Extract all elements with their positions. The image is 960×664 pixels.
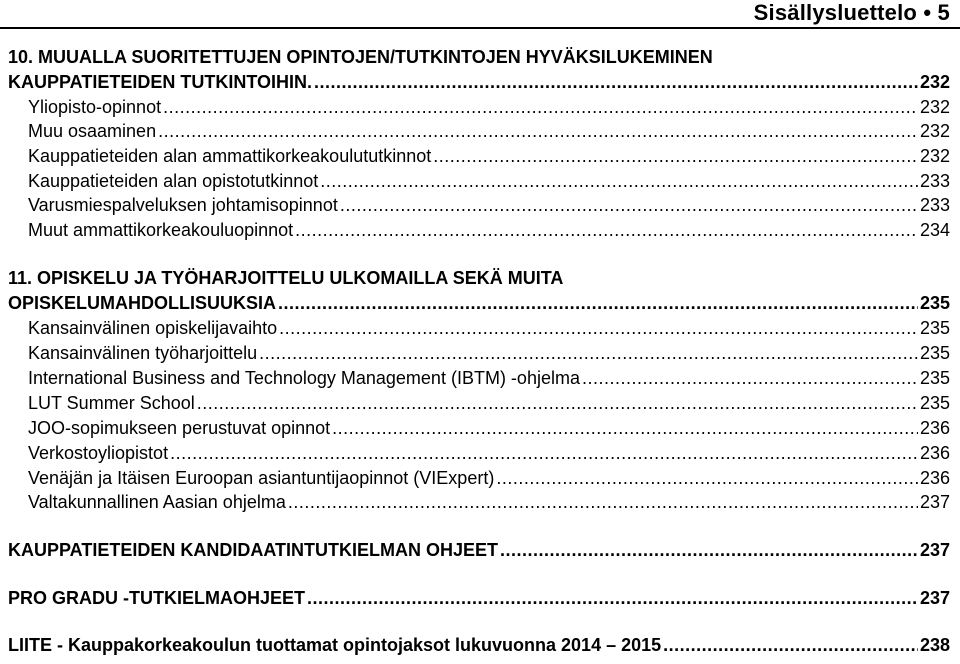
dot-leader [320, 169, 918, 193]
header-rule [0, 27, 960, 29]
toc-entry-section-11[interactable] [0, 291, 960, 315]
toc-entry-label: Venäjän ja Itäisen Euroopan asiantuntijaopinnot (VIExpert) [28, 468, 495, 488]
toc-entry-section-10[interactable] [0, 70, 960, 94]
toc-entry-label: Kauppatieteiden alan ammattikorkeakoulututkinnot [28, 146, 432, 166]
toc-entry-label: KAUPPATIETEIDEN KANDIDAATINTUTKIELMAN OHJEET [8, 540, 498, 560]
dot-leader [314, 70, 918, 94]
page-number: 236 [919, 418, 950, 438]
page-number: 232 [919, 72, 950, 92]
toc-entry-liite[interactable] [0, 633, 960, 657]
page-number: 235 [919, 293, 950, 313]
section-11-title-line1[interactable]: 11. OPISKELU JA TYÖHARJOITTELU ULKOMAILLA SEKÄ MUITA [8, 268, 564, 288]
toc-entry[interactable] [0, 441, 960, 465]
toc-entry-label: PRO GRADU -TUTKIELMAOHJEET [8, 588, 305, 608]
dot-leader [197, 391, 918, 415]
toc-entry[interactable] [0, 341, 960, 365]
toc-entry-label: Varusmiespalveluksen johtamisopinnot [28, 195, 338, 215]
toc-entry[interactable] [0, 218, 960, 242]
page-number: 232 [919, 97, 950, 117]
toc-entry-label: Verkostoyliopistot [28, 443, 169, 463]
page-number: 236 [919, 468, 950, 488]
page-number: 232 [919, 146, 950, 166]
toc-entry[interactable] [0, 316, 960, 340]
toc-entry-label: International Business and Technology Management (IBTM) -ohjelma [28, 368, 580, 388]
dot-leader [496, 466, 918, 490]
page-header [0, 0, 960, 30]
toc-entry-label: Kansainvälinen opiskelijavaihto [28, 318, 278, 338]
section-11-title-line2: OPISKELUMAHDOLLISUUKSIA [8, 293, 277, 313]
toc-entry-label: LIITE - Kauppakorkeakoulun tuottamat opintojaksot lukuvuonna 2014 – 2015 [8, 635, 662, 655]
dot-leader [433, 144, 918, 168]
toc-entry[interactable] [0, 416, 960, 440]
toc-entry-label: Muut ammattikorkeakouluopinnot [28, 220, 294, 240]
section-10-title-line1[interactable]: 10. MUUALLA SUORITETTUJEN OPINTOJEN/TUTKINTOJEN HYVÄKSILUKEMINEN [8, 47, 713, 67]
toc-entry[interactable] [0, 95, 960, 119]
toc-entry-label: Muu osaaminen [28, 121, 157, 141]
dot-leader [663, 633, 918, 657]
dot-leader [295, 218, 918, 242]
page-number: 235 [919, 318, 950, 338]
dot-leader [259, 341, 918, 365]
toc-entry-kandidaatintutkielma[interactable] [0, 538, 960, 562]
dot-leader [332, 416, 918, 440]
dot-leader [163, 95, 918, 119]
page-number: 238 [919, 635, 950, 655]
toc-entry-label: Kauppatieteiden alan opistotutkinnot [28, 171, 319, 191]
toc-entry[interactable] [0, 169, 960, 193]
toc-entry-label: LUT Summer School [28, 393, 195, 413]
dot-leader [158, 119, 918, 143]
toc-entry[interactable] [0, 391, 960, 415]
toc-entry-pro-gradu[interactable] [0, 586, 960, 610]
dot-leader [307, 586, 918, 610]
dot-leader [288, 490, 918, 514]
dot-leader [279, 316, 918, 340]
toc-entry-label: Kansainvälinen työharjoittelu [28, 343, 258, 363]
page-number: 236 [919, 443, 950, 463]
dot-leader [340, 193, 918, 217]
page-number: 237 [919, 492, 950, 512]
dot-leader [170, 441, 918, 465]
toc-entry-label: Yliopisto-opinnot [28, 97, 162, 117]
toc-entry[interactable] [0, 144, 960, 168]
page-number: 237 [919, 588, 950, 608]
dot-leader [582, 366, 918, 390]
page-number: 235 [919, 393, 950, 413]
dot-leader [500, 538, 918, 562]
page-header-title: Sisällysluettelo • 5 [753, 0, 950, 25]
toc-entry[interactable] [0, 366, 960, 390]
toc-entry[interactable] [0, 193, 960, 217]
dot-leader [278, 291, 918, 315]
page-number: 237 [919, 540, 950, 560]
page-number: 233 [919, 171, 950, 191]
toc-entry-label: Valtakunnallinen Aasian ohjelma [28, 492, 286, 512]
toc-entry-label: JOO-sopimukseen perustuvat opinnot [28, 418, 331, 438]
section-10-title-line2: KAUPPATIETEIDEN TUTKINTOIHIN. [8, 72, 313, 92]
toc-entry[interactable] [0, 466, 960, 490]
page-number: 233 [919, 195, 950, 215]
page-number: 234 [919, 220, 950, 240]
toc-entry[interactable] [0, 490, 960, 514]
page-number: 235 [919, 368, 950, 388]
page-number: 235 [919, 343, 950, 363]
page-number: 232 [919, 121, 950, 141]
toc-entry[interactable] [0, 119, 960, 143]
